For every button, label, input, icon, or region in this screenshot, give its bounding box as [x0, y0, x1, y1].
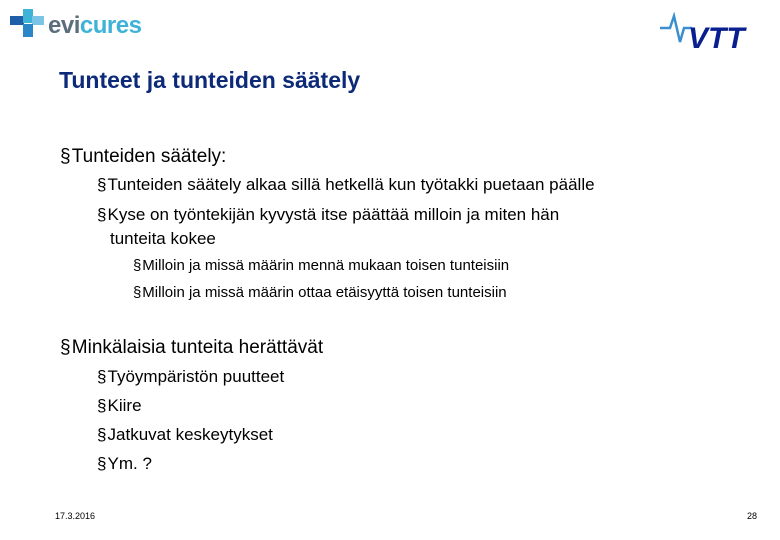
section1-subitem: §Milloin ja missä määrin mennä mukaan toisen tunteisiin [133, 257, 510, 274]
section2-item: §Kiire [97, 396, 142, 415]
section2-item: §Jatkuvat keskeytykset [97, 425, 273, 444]
footer-date: 17.3.2016 [55, 511, 96, 521]
section1-subitem: §Milloin ja missä määrin ottaa etäisyyttä toisen tunteisiin [133, 284, 507, 301]
section1-heading: §Tunteiden säätely: [60, 146, 227, 167]
section1-item: §Tunteiden säätely alkaa sillä hetkellä kun työtakki puetaan päälle [97, 175, 595, 194]
evicures-wordmark: evicures [48, 12, 142, 39]
section2-heading: §Minkälaisia tunteita herättävät [60, 337, 324, 358]
section1-item-continuation: tunteita kokee [110, 229, 216, 248]
slide-title: Tunteet ja tunteiden säätely [59, 67, 361, 93]
evicures-cross-icon [10, 6, 50, 42]
vtt-wordmark: VTT [688, 22, 745, 52]
page-number: 28 [747, 511, 758, 521]
vtt-logo [660, 12, 762, 52]
section1-item: §Kyse on työntekijän kyvystä itse päättää milloin ja miten hän [97, 205, 560, 224]
section2-item: §Työympäristön puutteet [97, 367, 285, 386]
section2-item: §Ym. ? [97, 454, 152, 473]
